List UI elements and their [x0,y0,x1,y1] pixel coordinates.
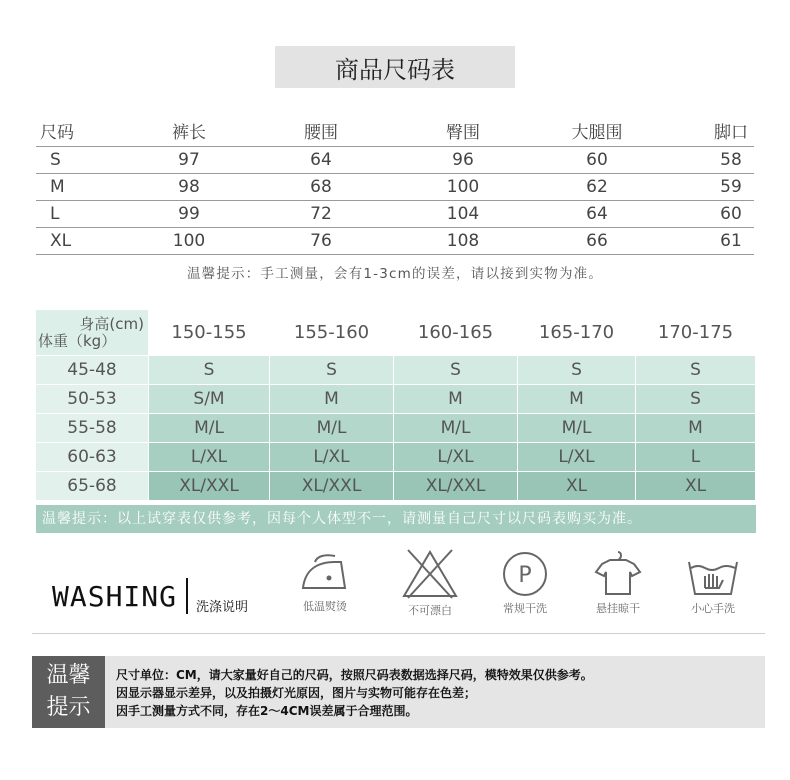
table-row [36,174,754,201]
tips-label-line: 温馨 [46,663,91,688]
table-row [36,385,756,414]
svg-text:P: P [518,563,532,588]
size-recommendation: M/L [149,414,270,443]
table-cell: 76 [310,231,332,251]
size-recommendation: S [394,356,518,385]
weight-label: 50-53 [36,385,149,414]
section-divider [32,633,765,634]
table-row [36,443,756,472]
table-row [36,472,756,501]
care-label: 悬挂晾干 [596,602,640,615]
dry-clean-p-icon [495,548,555,598]
care-label: 常规干洗 [503,602,547,615]
care-label: 小心手洗 [691,602,735,615]
table-cell: 100 [446,177,480,197]
tip-line: 因显示器显示差异，以及拍摄灯光原因，图片与实物可能存在色差； [116,686,477,700]
care-item-iron [290,548,360,614]
care-item-handwash [678,548,748,616]
page-title: 商品尺码表 [275,46,515,88]
tips-label [32,656,105,728]
table-cell: 96 [452,150,474,170]
size-recommendation: S [636,385,756,414]
height-header: 160-165 [394,310,518,356]
table-cell: 99 [178,204,200,224]
weight-label: 45-48 [36,356,149,385]
size-recommendation: XL/XXL [394,472,518,501]
size-recommendation: L/XL [518,443,636,472]
header-cell: 尺码 [40,123,74,143]
fit-table-note: 温馨提示：以上试穿表仅供参考，因每个人体型不一，请测量自己尺寸以尺码表购买为准。 [36,505,756,533]
size-recommendation: L/XL [149,443,270,472]
table-cell: 64 [586,204,608,224]
height-weight-table [36,310,756,501]
size-recommendation: XL [636,472,756,501]
tips-label-line: 提示 [46,695,91,720]
table-cell: 98 [178,177,200,197]
table-cell: 59 [720,177,742,197]
table-cell: 72 [310,204,332,224]
low-temp-iron-icon [295,548,355,596]
size-recommendation: S [636,356,756,385]
size-cell: XL [50,231,72,251]
tips-lines [116,666,593,720]
hang-dry-icon [588,548,648,598]
table-cell: 62 [586,177,608,197]
size-recommendation: L/XL [394,443,518,472]
size-table-note: 温馨提示：手工测量，会有1-3cm的误差，请以接到实物为准。 [186,266,604,282]
table-row [36,201,754,228]
tip-line: 尺寸单位：CM，请大家量好自己的尺码，按照尺码表数据选择尺码，模特效果仅供参考。 [116,668,593,682]
size-recommendation: XL/XXL [270,472,394,501]
size-table [36,120,754,255]
height-header: 150-155 [149,310,270,356]
size-recommendation: XL/XXL [149,472,270,501]
size-recommendation: S [518,356,636,385]
table-cell: 60 [720,204,742,224]
table-cell: 97 [178,150,200,170]
washing-divider [186,578,188,614]
table-cell: 61 [720,231,742,251]
size-recommendation: XL [518,472,636,501]
weight-label: 65-68 [36,472,149,501]
header-cell: 脚口 [714,123,748,143]
size-recommendation: M [636,414,756,443]
table-cell: 108 [446,231,480,251]
washing-subtitle: 洗涤说明 [196,600,249,615]
size-recommendation: S [149,356,270,385]
height-header: 170-175 [636,310,756,356]
table-row [36,414,756,443]
care-item-hang [583,548,653,616]
size-cell: M [50,177,65,197]
care-item-bleach [395,548,465,618]
height-axis-label: 身高(cm) [79,315,144,333]
height-header: 165-170 [518,310,636,356]
tips-box [32,656,765,728]
table-row [36,147,754,174]
table-cell: 66 [586,231,608,251]
size-cell: L [50,204,60,224]
size-table-header [36,120,754,147]
table-cell: 64 [310,150,332,170]
care-label: 低温熨烫 [303,600,347,613]
size-cell: S [50,150,61,170]
care-item-dryclean [490,548,560,616]
table-cell: 68 [310,177,332,197]
tip-line: 因手工测量方式不同，存在2～4CM误差属于合理范围。 [116,704,418,718]
size-recommendation: M [394,385,518,414]
washing-title: WASHING [52,580,178,613]
header-cell: 裤长 [172,123,206,143]
size-recommendation: S [270,356,394,385]
table-cell: 100 [172,231,206,251]
hw-header-row [36,310,756,356]
header-cell: 臀围 [446,123,480,143]
no-bleach-icon [400,548,460,600]
header-cell: 大腿围 [571,123,623,143]
size-recommendation: L [636,443,756,472]
hw-corner-cell [36,310,149,356]
table-cell: 104 [446,204,480,224]
care-label: 不可漂白 [408,604,452,617]
weight-label: 55-58 [36,414,149,443]
size-recommendation: S/M [149,385,270,414]
size-recommendation: M/L [394,414,518,443]
size-recommendation: M/L [518,414,636,443]
size-recommendation: M/L [270,414,394,443]
size-recommendation: M [270,385,394,414]
table-row [36,228,754,255]
height-header: 155-160 [270,310,394,356]
hand-wash-icon [683,548,743,598]
header-cell: 腰围 [304,123,338,143]
table-row [36,356,756,385]
table-cell: 58 [720,150,742,170]
weight-axis-label: 体重（kg） [38,332,117,350]
weight-label: 60-63 [36,443,149,472]
size-recommendation: L/XL [270,443,394,472]
table-cell: 60 [586,150,608,170]
size-recommendation: M [518,385,636,414]
